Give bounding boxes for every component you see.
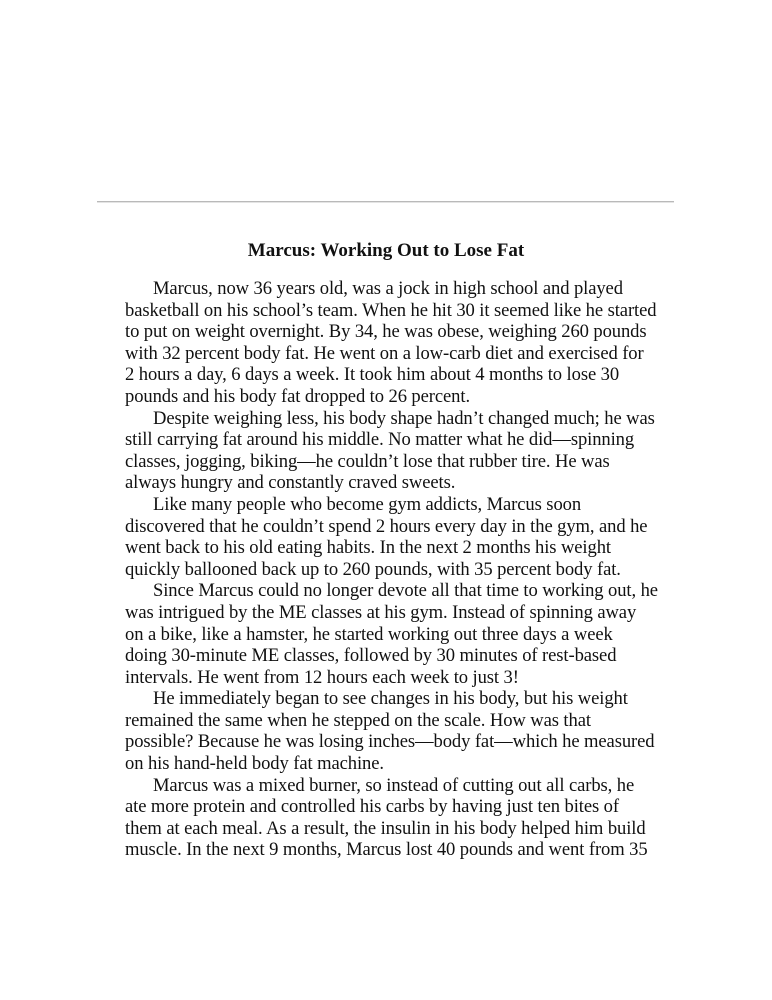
text-line: He immediately began to see changes in his body, but his weight: [153, 688, 628, 710]
text-line: pounds and his body fat dropped to 26 percent.: [125, 385, 470, 407]
text-line: still carrying fat around his middle. No matter what he did—spinning: [125, 429, 635, 451]
text-line: always hungry and constantly craved sweets.: [125, 472, 456, 494]
paragraph: [125, 580, 685, 688]
text-line: quickly ballooned back up to 260 pounds, with 35 percent body fat.: [125, 558, 621, 580]
paragraph: [125, 278, 685, 408]
text-line: ate more protein and controlled his carbs by having just ten bites of: [125, 796, 619, 818]
text-line: intervals. He went from 12 hours each week to just 3!: [125, 666, 519, 688]
text-line: on a bike, like a hamster, he started working out three days a week: [125, 623, 613, 645]
paragraph: [125, 775, 685, 861]
text-line: them at each meal. As a result, the insulin in his body helped him build: [125, 817, 646, 839]
paragraph: [125, 688, 685, 774]
text-line: Like many people who become gym addicts, Marcus soon: [153, 493, 582, 515]
text-line: was intrigued by the ME classes at his gym. Instead of spinning away: [125, 601, 637, 623]
paragraph: [125, 408, 685, 494]
section-title: Marcus: Working Out to Lose Fat: [247, 240, 525, 261]
section-divider: [97, 201, 674, 202]
text-line: on his hand-held body fat machine.: [125, 753, 384, 775]
body-text: [125, 278, 685, 861]
text-line: doing 30-minute ME classes, followed by 30 minutes of rest-based: [125, 645, 617, 667]
text-line: muscle. In the next 9 months, Marcus lost 40 pounds and went from 35: [125, 839, 648, 861]
text-line: to put on weight overnight. By 34, he was obese, weighing 260 pounds: [125, 321, 647, 343]
paragraph: [125, 494, 685, 580]
text-line: Since Marcus could no longer devote all that time to working out, he: [153, 580, 658, 602]
text-line: with 32 percent body fat. He went on a low-carb diet and exercised for: [125, 342, 644, 364]
text-line: remained the same when he stepped on the scale. How was that: [125, 709, 591, 731]
text-line: Marcus was a mixed burner, so instead of cutting out all carbs, he: [153, 774, 635, 796]
text-line: went back to his old eating habits. In the next 2 months his weight: [125, 537, 611, 559]
text-line: basketball on his school’s team. When he hit 30 it seemed like he started: [125, 299, 657, 321]
text-line: discovered that he couldn’t spend 2 hours every day in the gym, and he: [125, 515, 648, 537]
text-line: 2 hours a day, 6 days a week. It took him about 4 months to lose 30: [125, 364, 620, 386]
text-line: possible? Because he was losing inches—body fat—which he measured: [125, 731, 655, 753]
text-line: Despite weighing less, his body shape hadn’t changed much; he was: [153, 407, 655, 429]
text-line: classes, jogging, biking—he couldn’t lose that rubber tire. He was: [125, 450, 610, 472]
text-line: Marcus, now 36 years old, was a jock in high school and played: [153, 278, 623, 299]
